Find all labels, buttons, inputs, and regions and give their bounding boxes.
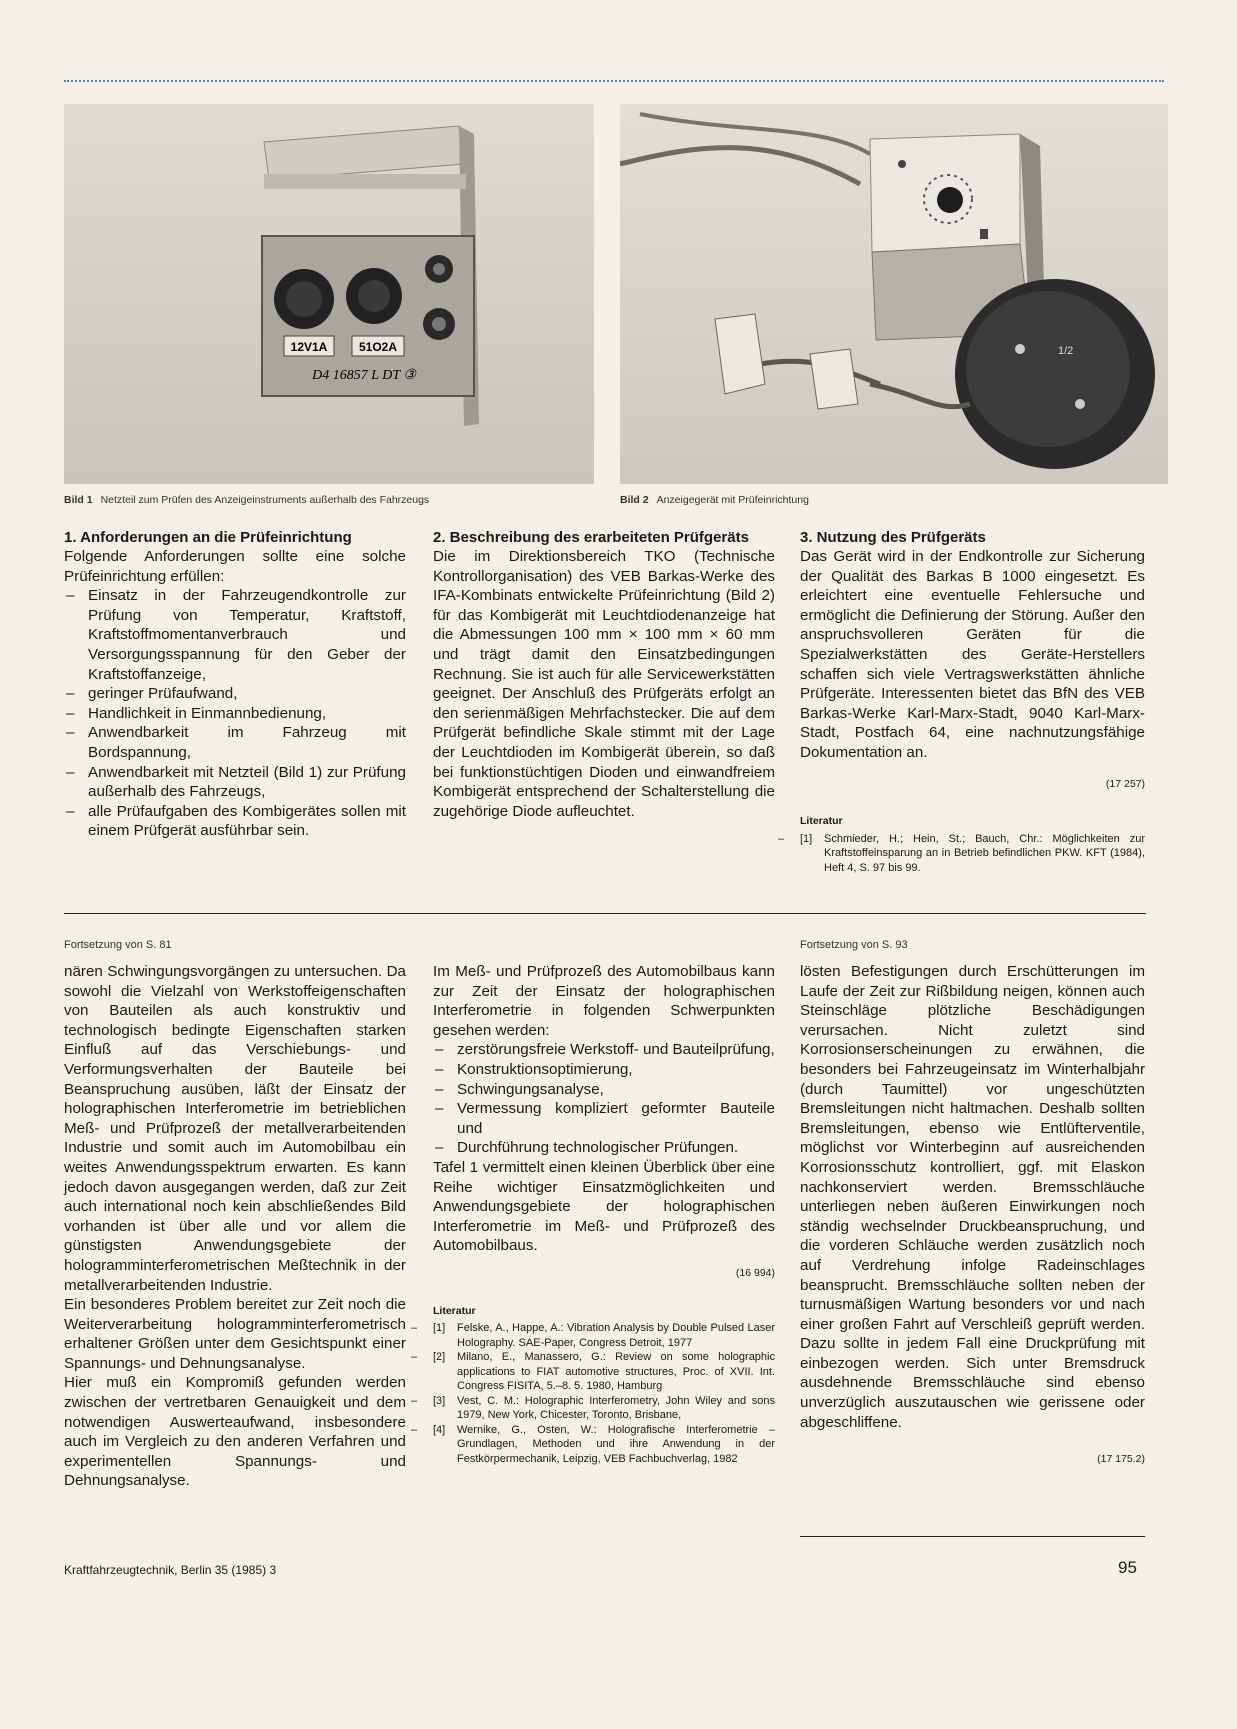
section-3-ident: (17 257)	[1105, 777, 1145, 790]
reference-text: Vest, C. M.: Holographic Interferometry, John Wiley and sons 1979, New York, Chicester, Toronto, Brisbane,	[457, 1394, 775, 1422]
figure-1-caption-text: Netzteil zum Prüfen des Anzeigeinstruments außerhalb des Fahrzeugs	[100, 494, 430, 506]
section-1-intro: Folgende Anforderungen sollte eine solche Prüfeinrichtung erfüllen:	[64, 548, 406, 585]
figure-1-caption	[64, 493, 594, 507]
power-supply-illustration	[64, 104, 594, 484]
journal-footer: Kraftfahrzeugtechnik, Berlin 35 (1985) 3	[64, 1563, 277, 1577]
list-item: – Konstruktionsoptimierung,	[433, 1060, 775, 1080]
reference-item	[433, 1350, 775, 1394]
figure-2-caption	[620, 493, 1168, 507]
list-item: – Durchführung technologischer Prüfungen.	[433, 1138, 775, 1158]
end-rule	[800, 1536, 1145, 1537]
reference-item	[433, 1321, 775, 1350]
lower-literature-heading: Literatur	[433, 1304, 476, 1317]
lower-column-2	[433, 962, 775, 1466]
lower-column-3-ident: (17 175.2)	[1097, 1453, 1145, 1466]
paragraph: Im Meß- und Prüfprozeß des Automobilbaus kann zur Zeit der Einsatz der holographischen Interferometrie in folgenden Schwerpunkten gesehen werden:	[433, 963, 775, 1039]
reference-number: [4]	[433, 1423, 446, 1436]
label-left: 12V1A	[290, 340, 328, 354]
list-item: – Handlichkeit in Einmannbedienung,	[64, 704, 406, 724]
lower-column-3	[800, 962, 1145, 1470]
reference-item	[433, 1423, 775, 1467]
page-number: 95	[1118, 1558, 1137, 1577]
list-item: – Schwingungsanalyse,	[433, 1080, 775, 1100]
reference-item	[800, 832, 1145, 876]
paragraph: Hier muß ein Kompromiß gefunden werden zwischen der vertretbaren Genauigkeit und dem notwendigen Auswerteaufwand, insbesondere auch im Vergleich zu den anderen Verfahren und experimentellen Spannungs- und Dehnungsanalyse.	[64, 1374, 406, 1490]
reference-text: Wernike, G., Osten, W.: Holografische Interferometrie – Grundlagen, Methoden und ihre Anwendung in der Festkörpermechanik, Leipzig, VEB Fachbuchverlag, 1982	[457, 1423, 775, 1465]
figure-2-photo	[620, 104, 1168, 484]
paragraph: Ein besonderes Problem bereitet zur Zeit noch die Weiterverarbeitung hologramminterferometrisch erhaltener Größen unter dem Gesichtspunkt einer Spannungs- und Dehnungsanalyse.	[64, 1296, 406, 1372]
section-divider	[64, 913, 1146, 914]
dial-text: 1/2	[1058, 345, 1074, 357]
label-right: 51O2A	[358, 340, 398, 354]
list-item: – Einsatz in der Fahrzeugendkontrolle zur Prüfung von Temperatur, Kraftstoff, Kraftstoffmomentanverbrauch und Versorgungsspannung für den Geber der Kraftstoffanzeige,	[64, 586, 406, 684]
lower-references	[433, 1321, 775, 1466]
section-1	[64, 528, 406, 841]
list-item: – Anwendbarkeit im Fahrzeug mit Bordspannung,	[64, 723, 406, 762]
lower-column-2-ident: (16 994)	[735, 1266, 775, 1279]
paragraph: lösten Befestigungen durch Erschütterungen im Laufe der Zeit zur Rißbildung neigen, können auch Steinschläge plötzliche Beschädigungen verursachen. Nicht zuletzt sind Korrosionserscheinungen zu erwähnen, die besonders bei Fahrzeugeinsatz im Winterhalbjahr (durch Taumittel) vor ungeschützten Bremsleitungen nicht haltmachen. Deshalb sollten Bremsleitungen, ebenso wie Entlüfterventile, möglichst vor Winterbeginn auf ausreichenden Korrosionsschutz kontrolliert, ggf. mit Elaskon nachkonserviert werden. Bremsschläuche unterliegen neben äußeren Einwirkungen noch ständig wechselnder Druckbeanspruchung, und die vorderen Schläuche werden zusätzlich noch auf Verdrehung infolge Radeinschlages beansprucht. Bremsschläuche sollten neben der turnusmäßigen Wartung besonders vor und nach einer großen Fahrt auf Verschleiß geprüft werden. Dazu sollte in jedem Fall eine Druckprüfung mit einbezogen werden. Sich unter Bremsdruck ausdehnende Bremsschläuche sind ebenso unverzüglich auszutauschen wie gerissene oder abgeschliffene.	[800, 963, 1145, 1431]
reference-item	[433, 1394, 775, 1423]
figure-2-caption-text: Anzeigegerät mit Prüfeinrichtung	[656, 494, 809, 506]
section-3-text: Das Gerät wird in der Endkontrolle zur Sicherung der Qualität des Barkas B 1000 eingesetzt. Es erleichtert eine eventuelle Fehlersuche und ermöglicht die Definierung der Störung. Außer den anspruchsvolleren Geräten für die Spezialwerkstätten des Geräte-Herstellers schaffen sich viele Vertragswerkstätten ähnliche Prüfgeräte. Interessenten bietet das BfN des VEB Barkas-Werke Karl-Marx-Stadt, 9040 Karl-Marx-Stadt, Postfach 64, eine nachnutzungsfähige Dokumentation an.	[800, 548, 1145, 761]
list-item: – Anwendbarkeit mit Netzteil (Bild 1) zur Prüfung außerhalb des Fahrzeugs,	[64, 763, 406, 802]
application-list	[433, 1040, 775, 1158]
reference-text: Felske, A., Happe, A.: Vibration Analysis by Double Pulsed Laser Holography. SAE-Paper, Congress Detroit, 1977	[457, 1322, 775, 1349]
list-item: – Vermessung kompliziert geformter Bauteile und	[433, 1099, 775, 1138]
section-3-references	[800, 832, 1145, 876]
list-item: – alle Prüfaufgaben des Kombigerätes sollen mit einem Prüfgerät ausführbar sein.	[64, 802, 406, 841]
reference-text: Milano, E., Manassero, G.: Review on some holographic applications to FIAT automotive structures, Proc. of XVII. Int. Congress FISITA, 5.–8. 5. 1980, Hamburg	[457, 1351, 775, 1393]
section-2-heading: 2. Beschreibung des erarbeiteten Prüfgeräts	[433, 529, 749, 546]
section-2	[433, 528, 775, 821]
lower-column-1	[64, 962, 406, 1491]
reference-text: Schmieder, H.; Hein, St.; Bauch, Chr.: Möglichkeiten zur Kraftstoffeinsparung an in Betrieb befindlichen PKW. KFT (1984), Heft 4, S. 97 bis 99.	[824, 832, 1145, 874]
section-2-text: Die im Direktionsbereich TKO (Technische Kontrollorganisation) des VEB Barkas-Werke des IFA-Kombinats entwickelte Prüfeinrichtung (Bild 2) für das Kombigerät mit Leuchtdiodenanzeige hat die Abmessungen 100 mm × 100 mm × 60 mm und trägt damit den Einsatzbedingungen Rechnung. Sie ist auch für alle Servicewerkstätten geeignet. Der Anschluß des Prüfgeräts erfolgt an den serienmäßigen Mehrfachstecker. Die auf dem Prüfgerät befindliche Skale stimmt mit der Lage der Leuchtdioden im Kombigerät überein, so daß bei funktionstüchtigen Dioden und einwandfreiem Kombigerät entsprechend der Schalterstellung die zugehörige Diode aufleuchtet.	[433, 548, 775, 820]
continuation-left: Fortsetzung von S. 81	[64, 939, 172, 951]
section-3-heading: 3. Nutzung des Prüfgeräts	[800, 529, 986, 546]
reference-number: [2]	[433, 1351, 446, 1364]
section-1-heading: 1. Anforderungen an die Prüfeinrichtung	[64, 529, 352, 546]
reference-number: [1]	[433, 1322, 446, 1335]
figure-1-label: Bild 1	[64, 494, 93, 506]
paragraph: nären Schwingungsvorgängen zu untersuchen. Da sowohl die Vielzahl von Werkstoffeigenschaften von Bauteilen als auch konstruktiv und technologisch bedingte Eigenschaften starken Einfluß auf das Verschiebungs- und Verformungsverhalten der Bauteile bei Beanspruchung ausüben, läßt der Einsatz der holographischen Interferometrie im betrieblichen Meß- und Prüfprozeß der metallverarbeitenden Industrie und somit auch im Automobilbau ein weites Anwendungsspektrum erwarten. Es kann jedoch davon ausgegangen werden, daß zur Zeit auch international noch kein abschließendes Bild vorhanden ist über alle und vor allem die günstigsten Anwendungsgebiete der hologramminterferometrischen Meßtechnik in der metallverarbeitenden Industrie.	[64, 963, 406, 1294]
continuation-right: Fortsetzung von S. 93	[800, 939, 908, 951]
test-device-illustration	[620, 104, 1168, 484]
section-3-literature-heading: Literatur	[800, 815, 843, 828]
figure-2-label: Bild 2	[620, 494, 649, 506]
reference-number: [1]	[800, 832, 813, 845]
figure-1-photo	[64, 104, 594, 484]
section-3	[800, 528, 1145, 875]
list-item: – zerstörungsfreie Werkstoff- und Bauteilprüfung,	[433, 1040, 775, 1060]
requirements-list	[64, 586, 406, 841]
paragraph: Tafel 1 vermittelt einen kleinen Überblick über eine Reihe wichtiger Einsatzmöglichkeiten und Anwendungsgebiete der holographischen Interferometrie im Meß- und Prüfprozeß des Automobilbaus.	[433, 1158, 775, 1255]
reference-number: [3]	[433, 1394, 446, 1407]
top-rule	[64, 80, 1164, 82]
list-item: – geringer Prüfaufwand,	[64, 684, 406, 704]
handwritten-note: D4 16857 L DT ③	[312, 368, 416, 383]
